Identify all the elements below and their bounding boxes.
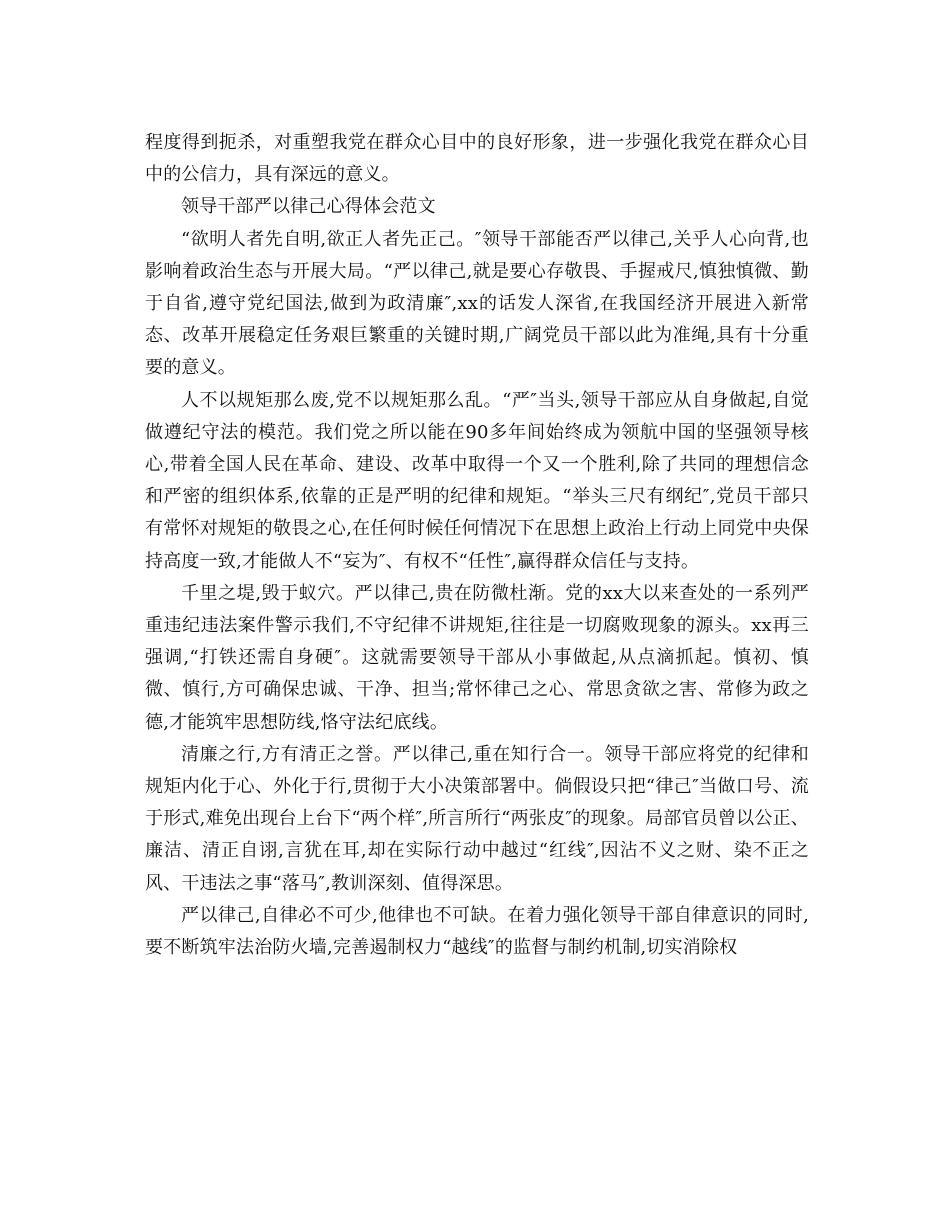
section-heading: 领导干部严以律己心得体会范文 xyxy=(181,196,436,218)
paragraph: 千里之堤,毁于蚁穴。严以律己,贵在防微杜渐。党的xx大以来查处的一系列严重违纪违法案件警示我们,不守纪律不讲规矩,往往是一切腐败现象的源头。xx再三强调,“打铁还需自身硬″。这就需要领导干部从小事做起,从点滴抓起。慎初、慎微、慎行,方可确保忠诚、干净、担当;常怀律己之心、常思贪欲之害、常修为政之德,才能筑牢思想防线,恪守法纪底线。 xyxy=(145,582,809,733)
paragraph: 人不以规矩那么废,党不以规矩那么乱。“严″当头,领导干部应从自身做起,自觉做遵纪守法的模范。我们党之所以能在90多年间始终成为领航中国的坚强领导核心,带着全国人民在革命、建设、改革中取得一个又一个胜利,除了共同的理想信念和严密的组织体系,依靠的正是严明的纪律和规矩。“举头三尺有纲纪″,党员干部只有常怀对规矩的敬畏之心,在任何时候任何情况下在思想上政治上行动上同党中央保持高度一致,才能做人不“妄为″、有权不“任性″,赢得群众信任与支持。 xyxy=(145,389,809,572)
paragraph: 清廉之行,方有清正之誉。严以律己,重在知行合一。领导干部应将党的纪律和规矩内化于心、外化于行,贯彻于大小决策部署中。倘假设只把“律己″当做口号、流于形式,难免出现台上台下“两个样″,所言所行“两张皮″的现象。局部官员曾以公正、廉洁、清正自诩,言犹在耳,却在实际行动中越过“红线″,因沾不义之财、染不正之风、干违法之事“落马″,教训深刻、值得深思。 xyxy=(145,743,809,894)
paragraph-continuation: 程度得到扼杀，对重塑我党在群众心目中的良好形象，进一步强化我党在群众心目中的公信力，具有深远的意义。 xyxy=(145,132,809,186)
document-body xyxy=(145,127,809,964)
paragraph: “欲明人者先自明,欲正人者先正己。″领导干部能否严以律己,关乎人心向背,也影响着政治生态与开展大局。“严以律己,就是要心存敬畏、手握戒尺,慎独慎微、勤于自省,遵守党纪国法,做到为政清廉″,xx的话发人深省,在我国经济开展进入新常态、改革开展稳定任务艰巨繁重的关键时期,广阔党员干部以此为准绳,具有十分重要的意义。 xyxy=(145,228,809,379)
paragraph: 严以律己,自律必不可少,他律也不可缺。在着力强化领导干部自律意识的同时,要不断筑牢法治防火墙,完善遏制权力“越线″的监督与制约机制,切实消除权 xyxy=(145,904,809,959)
